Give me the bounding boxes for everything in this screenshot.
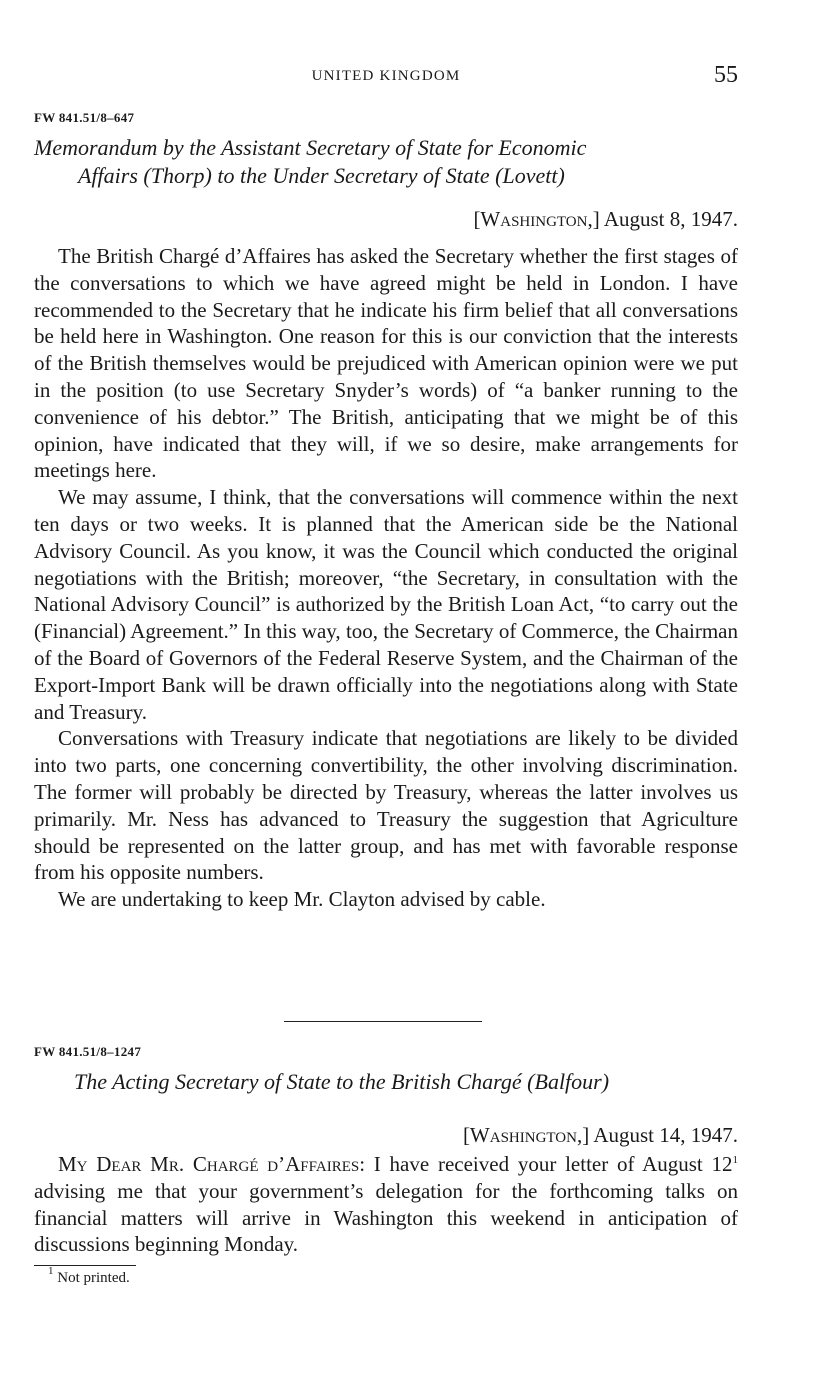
paragraph: We are undertaking to keep Mr. Clayton advised by cable.	[58, 887, 546, 912]
paragraph: The British Chargé d’Affaires has asked the Secretary whether the first stages of the conversations to which we have agreed might be held in London. I have recommended to the Secretary that he indicate his firm belief that all conversations be held here in Washington. One reason for this is our conviction that the interests of the British themselves would be prejudiced with American opinion were we put in the position (to use Secretary Snyder’s words) of “a banker running to the convenience of his debtor.” The British, anticipating that we might be of this opinion, have indicated that they will, if we so desire, make arrangements for meetings here.	[34, 244, 738, 483]
paragraph: We may assume, I think, that the conversations will commence within the next ten days or two weeks. It is planned that the American side be the National Advisory Council. As you know, it was the Council which conducted the original negotiations with the British; moreover, “the Secretary, in consultation with the National Advisory Council” is authorized by the British Loan Act, “to carry out the (Financial) Agreement.” In this way, too, the Secretary of Commerce, the Chairman of the Board of Governors of the Federal Reserve System, and the Chairman of the Export-Import Bank will be drawn officially into the negotiations along with State and Treasury.	[34, 485, 738, 724]
running-head	[34, 62, 738, 92]
section-divider	[284, 1021, 482, 1022]
document-1-title-line-2: Affairs (Thorp) to the Under Secretary of State (Lovett)	[78, 163, 565, 188]
file-number-2: FW 841.51/8–1247	[34, 1044, 142, 1059]
letter-text-before-ref: I have received your letter of August 12	[365, 1152, 733, 1176]
dateline-2-place: [Washington,]	[462, 1123, 590, 1147]
document-1-title	[34, 134, 738, 190]
dateline-2	[463, 1122, 738, 1148]
dateline-2-date: August 14, 1947.	[593, 1123, 738, 1147]
letter-text-after-ref: advising me that your government’s delegation for the forthcoming talks on financial matters will arrive in Washington this weekend in anticipation of discussions beginning Monday.	[34, 1178, 738, 1257]
footnote-marker: 1	[48, 1265, 54, 1277]
running-title: UNITED KINGDOM	[311, 68, 461, 84]
document-1-title-line-1: Memorandum by the Assistant Secretary of State for Economic	[34, 135, 587, 160]
dateline-1	[473, 206, 738, 232]
letter-paragraph	[34, 1151, 738, 1258]
footnote-text: Not printed.	[57, 1270, 130, 1286]
salutation: My Dear Mr. Chargé d’Affaires:	[58, 1152, 366, 1176]
dateline-1-date: August 8, 1947.	[603, 207, 738, 231]
document-1-body	[34, 243, 738, 913]
dateline-1-place: [Washington,]	[473, 207, 600, 231]
document-2-title: The Acting Secretary of State to the British Chargé (Balfour)	[74, 1069, 610, 1094]
page-number: 55	[714, 62, 738, 88]
paragraph: Conversations with Treasury indicate that negotiations are likely to be divided into two parts, one concerning convertibility, the other involving discrimination. The former will probably be directed by Treasury, whereas the latter involves us primarily. Mr. Ness has advanced to Treasury the suggestion that Agriculture should be represented on the latter group, and has met with favorable response from his opposite numbers.	[34, 726, 738, 885]
document-2-body	[34, 1151, 738, 1258]
file-number-1: FW 841.51/8–647	[34, 110, 135, 125]
footnote	[48, 1265, 130, 1287]
footnote-reference: 1	[732, 1154, 738, 1166]
